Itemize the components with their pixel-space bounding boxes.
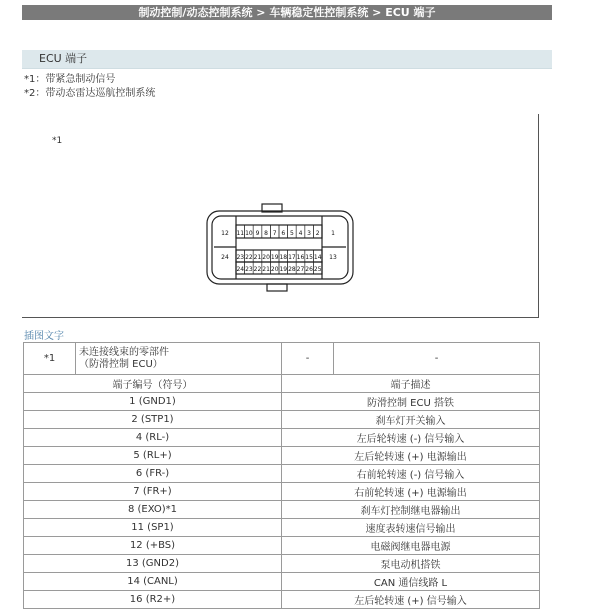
terminal-number-cell: 11 (SP1) <box>24 519 282 537</box>
legend-mark-2: - <box>282 343 334 375</box>
table-row <box>24 447 540 465</box>
terminal-number-cell: 6 (FR-) <box>24 465 282 483</box>
section-title: ECU 端子 <box>39 52 88 65</box>
connector-pin-label: 6 <box>281 230 286 237</box>
terminal-number-cell: 14 (CANL) <box>24 573 282 591</box>
table-row <box>24 519 540 537</box>
pin-1-label: 1 <box>331 230 335 237</box>
connector-pin-label: 16 <box>296 254 305 261</box>
connector-diagram <box>22 114 539 318</box>
header-terminal-no: 端子编号（符号） <box>24 375 282 393</box>
terminal-description-cell: 速度表转速信号输出 <box>282 519 540 537</box>
table-row <box>24 429 540 447</box>
terminal-description-cell: 右前轮转速 (-) 信号输入 <box>282 465 540 483</box>
connector-pin-label: 23 <box>245 266 253 273</box>
terminal-table <box>23 342 540 609</box>
connector-bottom-key <box>267 284 287 291</box>
connector-pin-label: 7 <box>272 230 277 237</box>
terminal-description-cell: 左后轮转速 (+) 电源输出 <box>282 447 540 465</box>
table-row <box>24 555 540 573</box>
section-title-bar <box>22 50 552 68</box>
terminal-number-cell: 8 (EXO)*1 <box>24 501 282 519</box>
connector-pin-label: 26 <box>305 266 313 273</box>
connector-pin-label: 22 <box>253 266 262 273</box>
connector-pin-label: 19 <box>270 254 279 261</box>
header-terminal-desc: 端子描述 <box>282 375 540 393</box>
connector-pin-label: 15 <box>305 254 313 261</box>
connector-pin-label: 18 <box>279 254 288 261</box>
terminal-number-cell: 12 (+BS) <box>24 537 282 555</box>
table-header-row <box>24 375 540 393</box>
note-1: *1：带紧急制动信号 <box>24 74 116 85</box>
connector-pin-label: 19 <box>279 266 288 273</box>
terminal-number-cell: 13 (GND2) <box>24 555 282 573</box>
connector-pin-label: 21 <box>253 254 262 261</box>
terminal-description-cell: 右前轮转速 (+) 电源输出 <box>282 483 540 501</box>
figure-callout: *1 <box>52 136 63 146</box>
connector-pin-label: 9 <box>255 230 260 237</box>
pin-24-label: 24 <box>221 254 229 261</box>
connector-pin-label: 8 <box>264 230 269 237</box>
terminal-number-cell: 2 (STP1) <box>24 411 282 429</box>
terminal-number-cell: 1 (GND1) <box>24 393 282 411</box>
breadcrumb-header <box>22 5 552 20</box>
connector-pin-label: 22 <box>245 254 253 261</box>
terminal-description-cell: 泵电动机搭铁 <box>282 555 540 573</box>
connector-pin-label: 27 <box>296 266 305 273</box>
pin-13-label: 13 <box>329 254 337 261</box>
terminal-description-cell: 刹车灯控制继电器输出 <box>282 501 540 519</box>
table-row <box>24 411 540 429</box>
legend-text-line2: （防滑控制 ECU） <box>79 358 163 370</box>
table-row <box>24 393 540 411</box>
terminal-number-cell: 7 (FR+) <box>24 483 282 501</box>
legend-text-line1: 未连接线束的零部件 <box>79 346 169 358</box>
table-row <box>24 573 540 591</box>
table-row <box>24 465 540 483</box>
breadcrumb: 制动控制/动态控制系统 > 车辆稳定性控制系统 > ECU 端子 <box>138 6 436 19</box>
connector-pin-label: 25 <box>313 266 322 273</box>
connector-pin-label: 23 <box>236 254 245 261</box>
terminal-description-cell: 电磁阀继电器电源 <box>282 537 540 555</box>
connector-pin-label: 20 <box>262 254 270 261</box>
connector-pin-label: 10 <box>245 230 253 237</box>
note-2: *2：带动态雷达巡航控制系统 <box>24 88 156 99</box>
table-row <box>24 501 540 519</box>
connector-figure <box>22 114 539 318</box>
terminal-description-cell: CAN 通信线路 L <box>282 573 540 591</box>
legend-caption: 插图文字 <box>24 331 64 342</box>
connector-pin-label: 20 <box>270 266 279 273</box>
connector-pin-label: 21 <box>262 266 270 273</box>
terminal-number-cell: 16 (R2+) <box>24 591 282 609</box>
terminal-description-cell: 防滑控制 ECU 搭铁 <box>282 393 540 411</box>
connector-pin-label: 2 <box>315 230 320 237</box>
connector-pin-label: 28 <box>288 266 296 273</box>
connector-pin-label: 5 <box>289 230 294 237</box>
connector-pin-label: 4 <box>298 230 303 237</box>
legend-mark: *1 <box>24 343 76 375</box>
connector-pin-label: 17 <box>288 254 296 261</box>
pin-12-label: 12 <box>221 230 229 237</box>
legend-text-2: - <box>334 343 540 375</box>
connector-pin-label: 24 <box>236 266 245 273</box>
section-divider <box>22 68 552 69</box>
table-row <box>24 537 540 555</box>
table-row <box>24 483 540 501</box>
connector-pin-label: 11 <box>236 230 245 237</box>
terminal-number-cell: 4 (RL-) <box>24 429 282 447</box>
connector-pin-label: 14 <box>313 254 322 261</box>
legend-text <box>76 343 282 375</box>
terminal-description-cell: 刹车灯开关输入 <box>282 411 540 429</box>
connector-pin-label: 3 <box>307 230 312 237</box>
terminal-description-cell: 左后轮转速 (+) 信号输入 <box>282 591 540 609</box>
terminal-number-cell: 5 (RL+) <box>24 447 282 465</box>
terminal-description-cell: 左后轮转速 (-) 信号输入 <box>282 429 540 447</box>
legend-row <box>24 343 540 375</box>
